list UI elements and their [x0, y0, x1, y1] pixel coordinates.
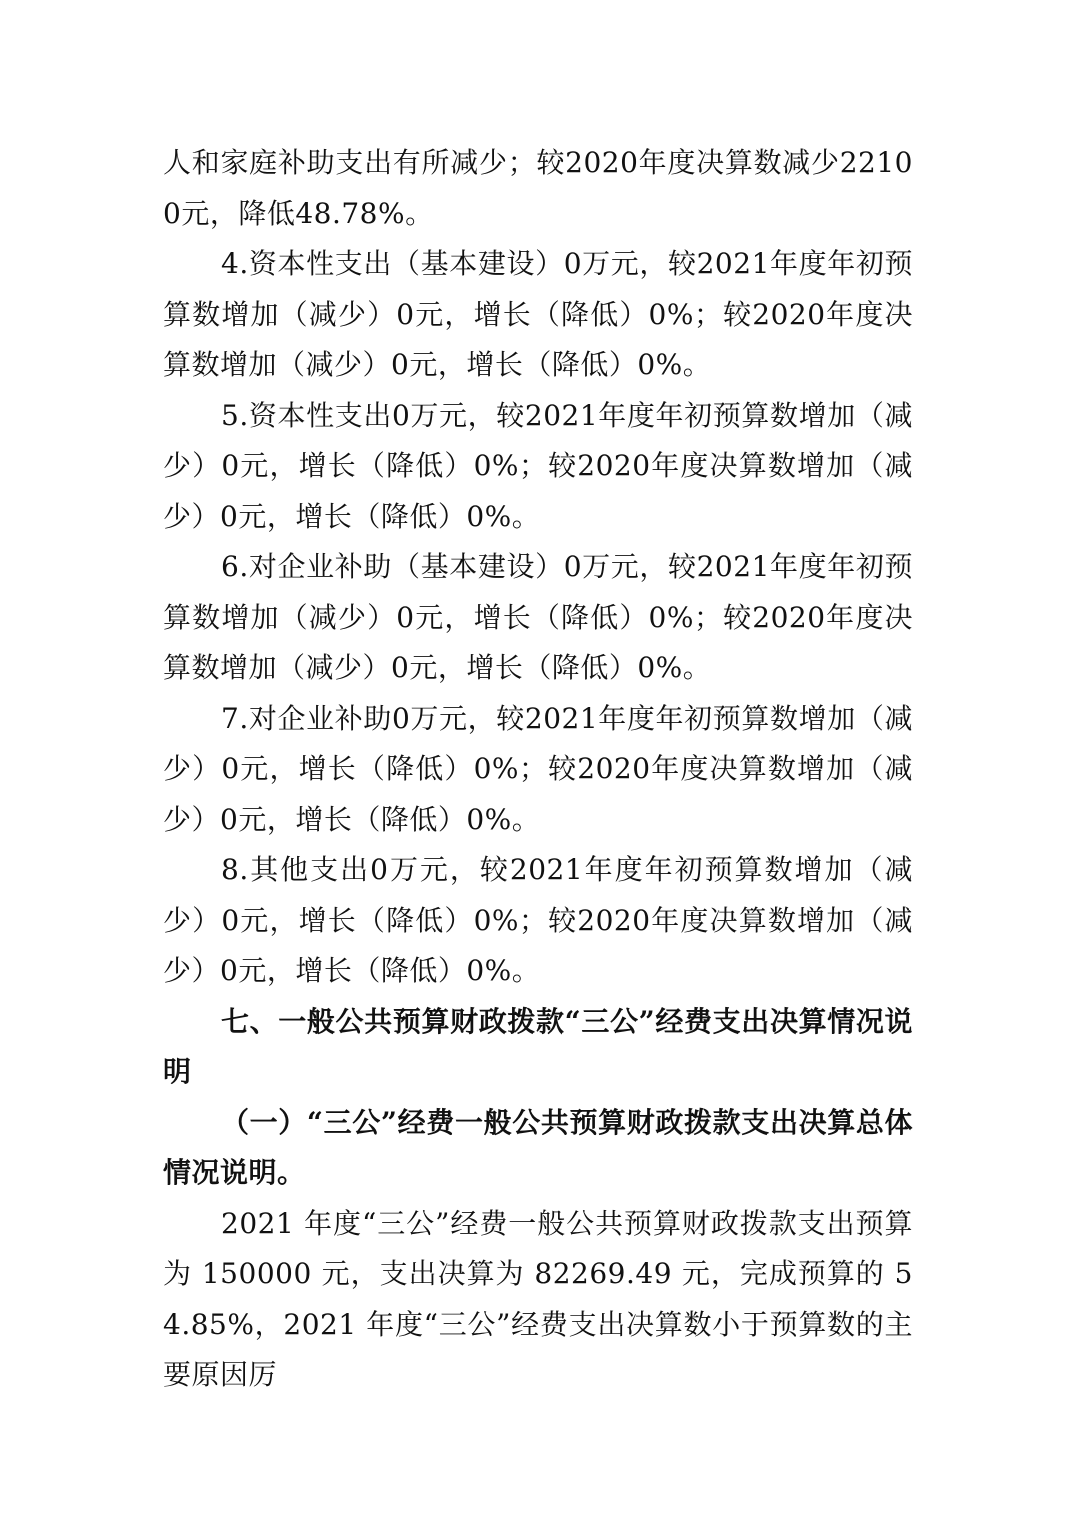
paragraph-continuation: 人和家庭补助支出有所减少；较2020年度决算数减少22100元，降低48.78%。	[163, 146, 913, 230]
paragraph-item-6: 6.对企业补助（基本建设）0万元，较2021年度年初预算数增加（减少）0元，增长（降低）0%；较2020年度决算数增加（减少）0元，增长（降低）0%。	[163, 550, 913, 684]
paragraph-item-7: 7.对企业补助0万元，较2021年度年初预算数增加（减少）0元，增长（降低）0%；较2020年度决算数增加（减少）0元，增长（降低）0%。	[163, 701, 913, 836]
subsection-heading: （一）“三公”经费一般公共预算财政拨款支出决算总体情况说明。	[163, 1105, 913, 1189]
paragraph-item-5: 5.资本性支出0万元，较2021年度年初预算数增加（减少）0元，增长（降低）0%；较2020年度决算数增加（减少）0元，增长（降低）0%。	[163, 398, 913, 533]
document-page	[163, 138, 913, 1401]
paragraph-item-8: 8.其他支出0万元，较2021年度年初预算数增加（减少）0元，增长（降低）0%；较2020年度决算数增加（减少）0元，增长（降低）0%。	[163, 853, 913, 987]
paragraph-item-4: 4.资本性支出（基本建设）0万元，较2021年度年初预算数增加（减少）0元，增长（降低）0%；较2020年度决算数增加（减少）0元，增长（降低）0%。	[163, 247, 913, 381]
paragraph-summary: 2021 年度“三公”经费一般公共预算财政拨款支出预算为 150000 元，支出决算为 82269.49 元，完成预算的 54.85%，2021 年度“三公”经费支出决算数小于预算数的主要原因厉	[163, 1206, 913, 1391]
section-heading: 七、一般公共预算财政拨款“三公”经费支出决算情况说明	[163, 1004, 913, 1088]
